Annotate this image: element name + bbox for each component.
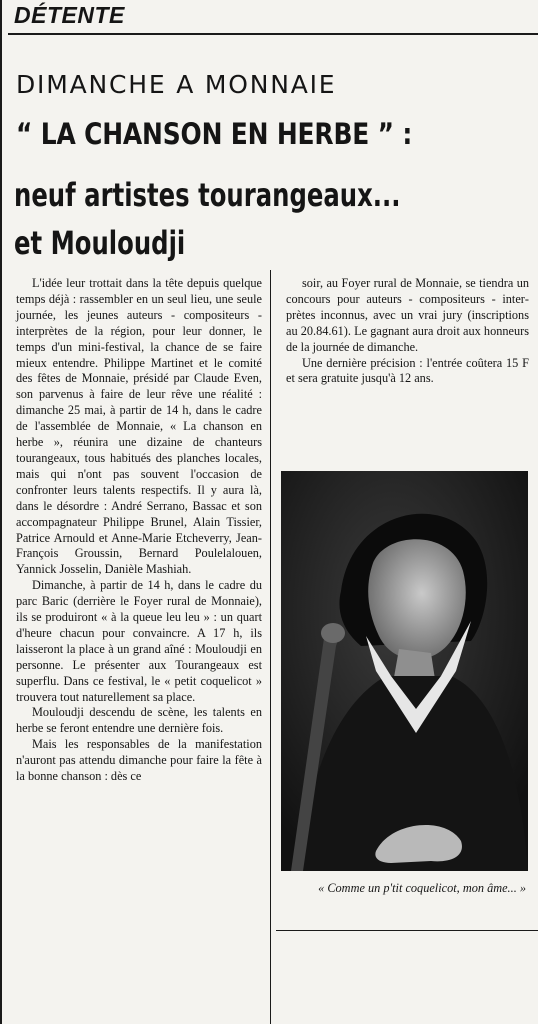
paragraph: Mouloudji descendu de scène, les talents en herbe se feront entendre une dernière fois. (16, 705, 262, 736)
caption-rule (276, 930, 538, 931)
headline: “ LA CHANSON EN HERBE ” : (16, 117, 413, 151)
paragraph: Mais les responsables de la manifestation n'auront pas attendu dimanche pour faire la fête à la bonne chanson : dès ce (16, 737, 262, 784)
paragraph: Une dernière précision : l'entrée coûtera 15 F et sera gratuite jusqu'à 12 ans. (286, 355, 529, 386)
singer-photo-illustration (281, 471, 528, 871)
paragraph: Dimanche, à partir de 14 h, dans le cadre du parc Baric (derrière le Foyer rural de Monnaie), ils se produiront « à la queue leu leu » : un quart d'heure chacun pour convaincre. A 17 h, ils laisseront la place à un grand aîné : Mouloudji en personne. Le présenter aux Tourangeaux est superflu. Dans ce festival, le « petit coquelicot » trouvera tout naturellement sa place. (16, 578, 262, 704)
article-column-right (286, 276, 529, 387)
singer-photo (281, 471, 528, 871)
paragraph: soir, au Foyer rural de Monnaie, se tiendra un concours pour auteurs - compositeurs - interprètes inconnus, avec un vrai jury (inscriptions au 20.84.61). Le gagnant aura droit aux honneurs de la journée de dimanche. (286, 276, 529, 354)
top-rule (8, 33, 538, 35)
paragraph: L'idée leur trottait dans la tête depuis quelque temps déjà : rassembler en un seul lieu, une seule journée, les jeunes auteurs - compositeurs - interprètes de la région, pour leur donner, le temps d'un mini-festival, la chance de se faire mieux entendre. Philippe Martinet et le comité des fêtes de Monnaie, présidé par Claude Even, son parvenus à faire de leur rêve une réalité : dimanche 25 mai, à partir de 14 h, dans le cadre de l'assemblée de Monnaie, « La chanson en herbe », réunira une dizaine de chanteurs tourangeaux, tous habitués des planches locales, mais qui n'ont pas souvent l'occasion de confronter leurs talents respectifs. Il y aura là, dans le désordre : André Serrano, Bassac et son accompagnateur Philippe Brunel, Alain Tissier, Patrice Arnould et Anne-Marie Etcheverry, Jean-François Groussin, Bernard Poulelalouen, Yannick Josselin, Danièle Mashiah. (16, 276, 262, 577)
section-label: DÉTENTE (14, 2, 125, 28)
article-kicker: DIMANCHE A MONNAIE (16, 70, 337, 99)
subheadline: neuf artistes tourangeaux... (14, 176, 401, 214)
article-column-left (16, 276, 262, 785)
left-border (0, 0, 2, 1024)
photo-caption: « Comme un p'tit coquelicot, mon âme... » (318, 881, 526, 895)
subheadline-continued: et Mouloudji (14, 224, 186, 262)
column-divider (270, 270, 271, 1024)
